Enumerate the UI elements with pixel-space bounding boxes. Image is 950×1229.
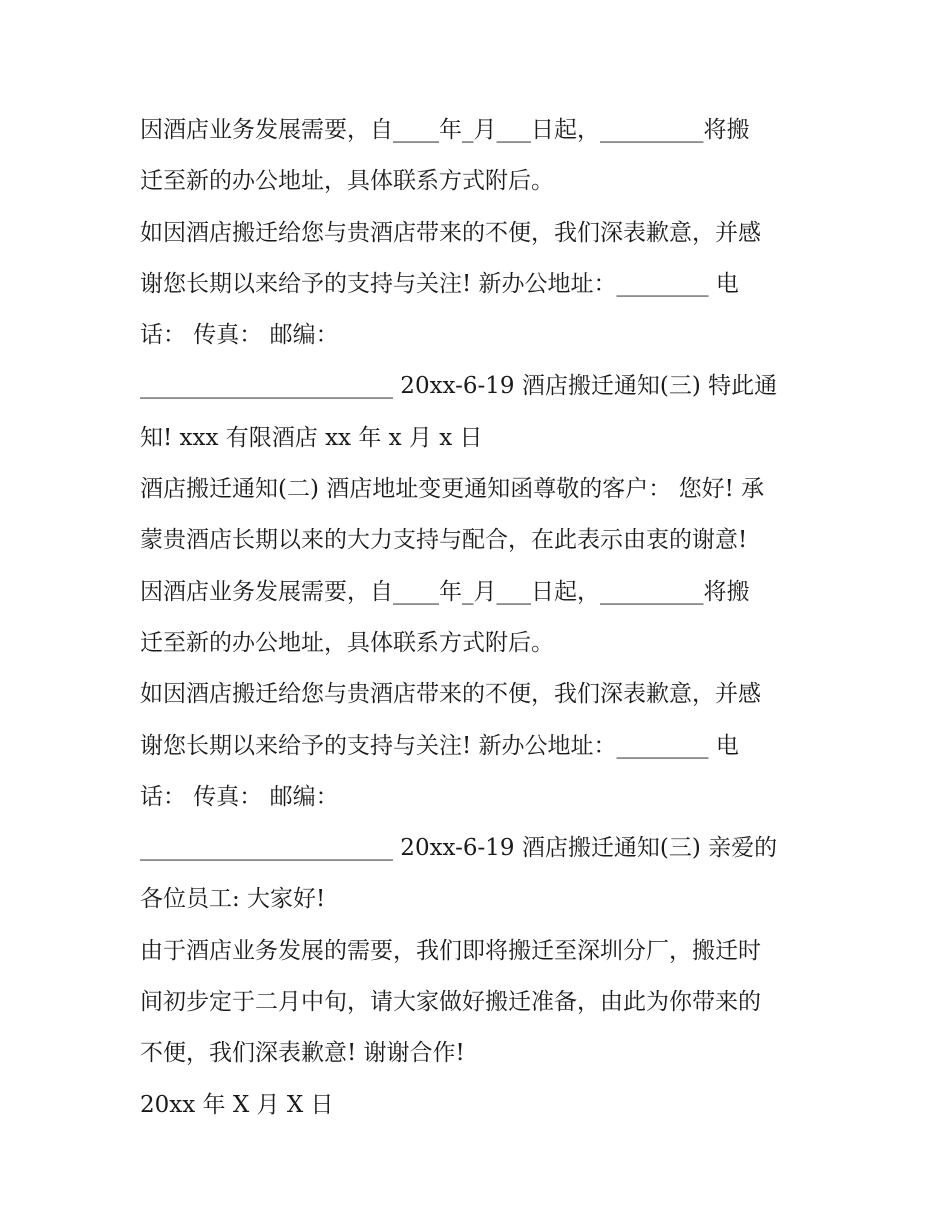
text-line: 知! xxx 有限酒店 xx 年 x 月 x 日 [140,424,483,451]
text-line: 迁至新的办公地址，具体联系方式附后。 [140,629,554,656]
text-line: ______________________ 20xx-6-19 酒店搬迁通知(三) 特此通 [140,373,778,400]
document-body [140,105,830,1131]
text-line: 不便，我们深表歉意! 谢谢合作! [140,1040,465,1067]
text-line: 酒店搬迁通知(二) 酒店地址变更通知函尊敬的客户： 您好! 承 [140,476,765,503]
text-line: 如因酒店搬迁给您与贵酒店带来的不便，我们深表歉意，并感 [140,219,761,246]
text-line: 因酒店业务发展需要，自____年_月___日起，_________将搬 [140,578,750,605]
text-line: 如因酒店搬迁给您与贵酒店带来的不便，我们深表歉意，并感 [140,681,761,708]
text-line: 因酒店业务发展需要，自____年_月___日起，_________将搬 [140,117,750,143]
text-line: 间初步定于二月中旬，请大家做好搬迁准备，由此为你带来的 [140,989,761,1016]
text-line: ______________________ 20xx-6-19 酒店搬迁通知(三) 亲爱的 [140,835,778,862]
text-line: 蒙贵酒店长期以来的大力支持与配合，在此表示由衷的谢意! [140,527,748,554]
text-line: 谢您长期以来给予的支持与关注! 新办公地址：________ 电 [140,732,739,759]
text-line: 20xx 年 X 月 X 日 [140,1091,334,1118]
text-line: 各位员工: 大家好! [140,886,326,913]
text-line: 迁至新的办公地址，具体联系方式附后。 [140,168,554,195]
text-line: 话： 传真： 邮编： [140,783,339,810]
text-line: 话： 传真： 邮编： [140,322,339,349]
text-line: 谢您长期以来给予的支持与关注! 新办公地址：________ 电 [140,270,739,297]
text-line: 由于酒店业务发展的需要，我们即将搬迁至深圳分厂，搬迁时 [140,937,761,964]
